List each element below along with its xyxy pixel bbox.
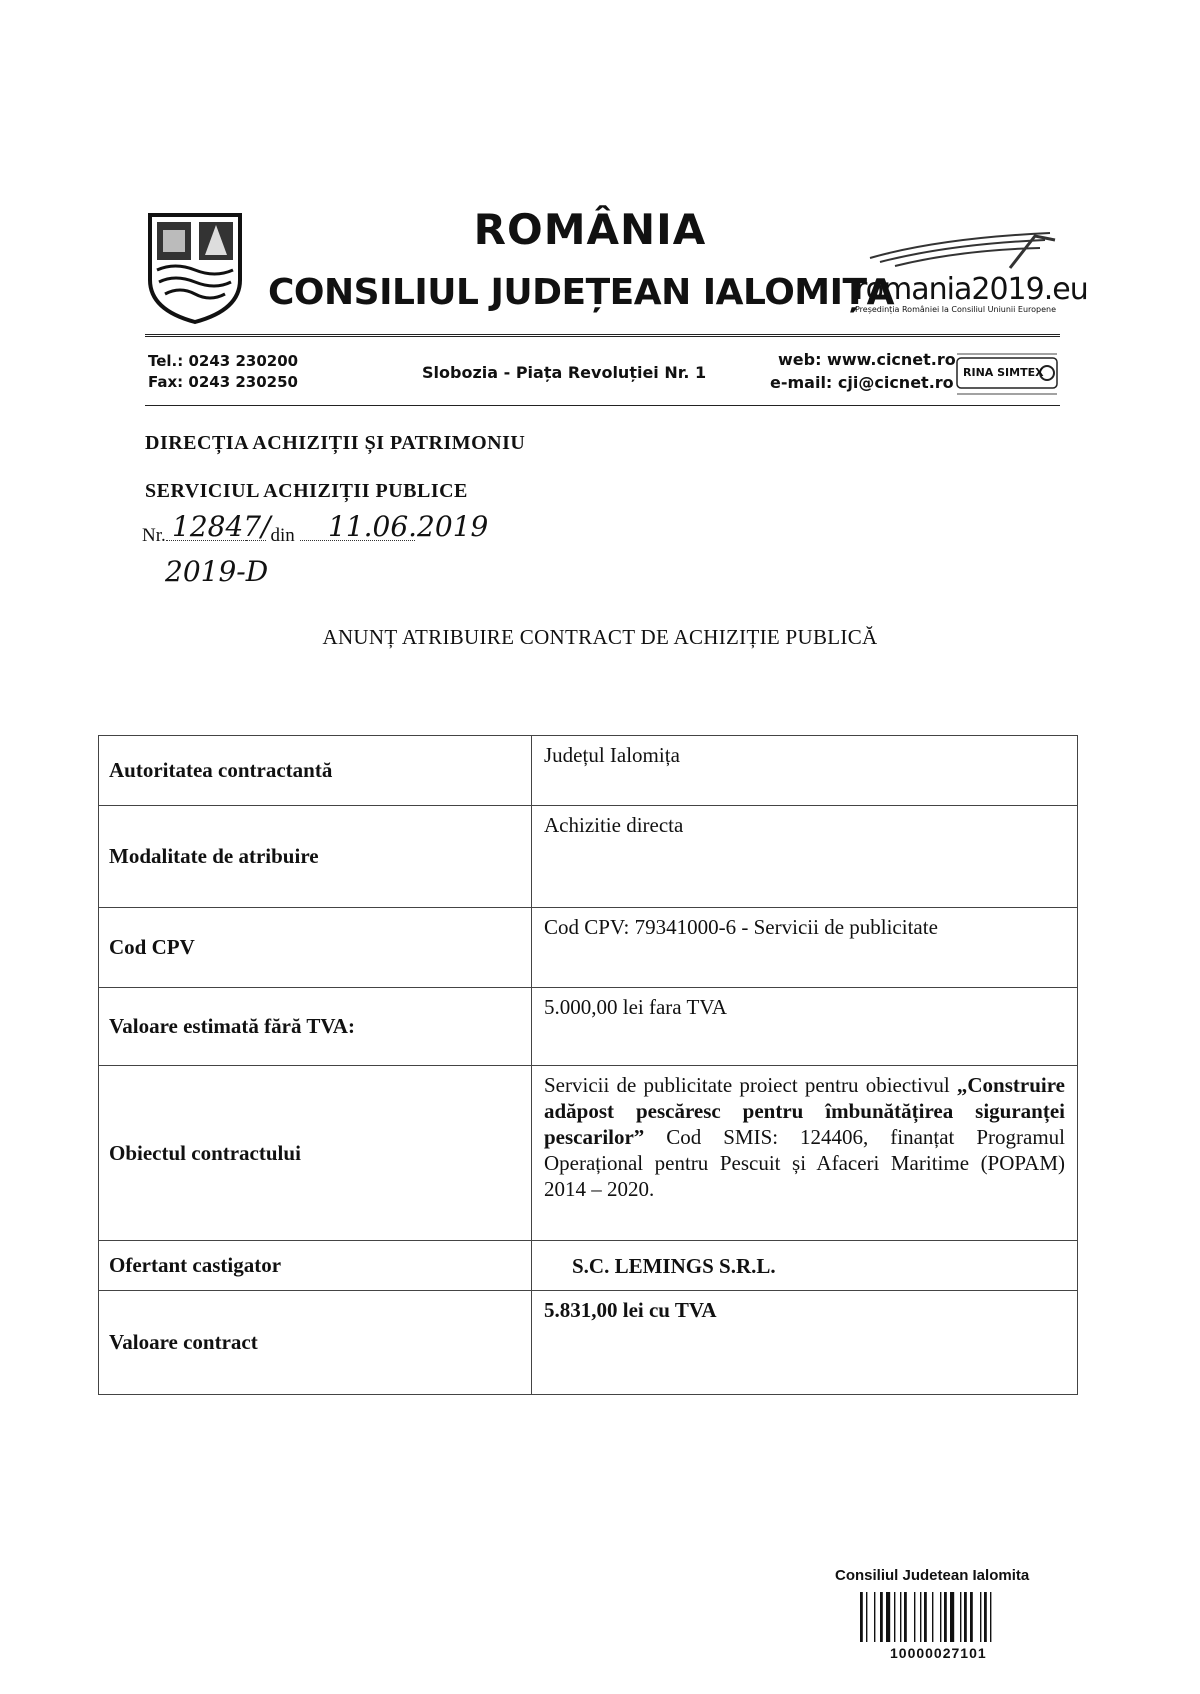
row-value bbox=[532, 1066, 1078, 1241]
contract-info-table bbox=[98, 735, 1078, 1395]
table-row bbox=[99, 1241, 1078, 1291]
contact-fax: Fax: 0243 230250 bbox=[148, 373, 298, 391]
din-label: din bbox=[270, 525, 295, 546]
row-label: Valoare estimată fără TVA: bbox=[99, 988, 532, 1066]
contact-email: e-mail: cji@cicnet.ro bbox=[770, 373, 954, 392]
service-name: SERVICIUL ACHIZIȚII PUBLICE bbox=[145, 480, 468, 502]
country-title: ROMÂNIA bbox=[473, 205, 707, 254]
row-label: Ofertant castigator bbox=[99, 1241, 532, 1291]
row-value-project-name: „Construire adăpost pescăresc pentru îmbunătățirea siguranței pescarilor” bbox=[544, 1073, 1065, 1149]
table-row bbox=[99, 806, 1078, 908]
certification-logo-text: RINA SIMTEX bbox=[963, 366, 1044, 379]
contact-divider bbox=[145, 405, 1060, 406]
table-row bbox=[99, 908, 1078, 988]
row-label: Obiectul contractului bbox=[99, 1066, 532, 1241]
handwritten-registration-number: 12847/ bbox=[172, 510, 271, 543]
romania2019-logo-text: romania2019.eu bbox=[855, 272, 1088, 307]
county-coat-of-arms-icon bbox=[145, 210, 245, 325]
row-label: Modalitate de atribuire bbox=[99, 806, 532, 908]
row-value: 5.000,00 lei fara TVA bbox=[532, 988, 1078, 1066]
contact-address: Slobozia - Piața Revoluției Nr. 1 bbox=[422, 363, 707, 382]
header-divider bbox=[145, 334, 1060, 337]
nr-label: Nr. bbox=[142, 525, 166, 546]
row-label: Valoare contract bbox=[99, 1291, 532, 1395]
institution-title: CONSILIUL JUDEȚEAN IALOMIȚA bbox=[268, 272, 894, 313]
table-row bbox=[99, 988, 1078, 1066]
row-value: 5.831,00 lei cu TVA bbox=[532, 1291, 1078, 1395]
row-value: Județul Ialomița bbox=[532, 736, 1078, 806]
row-value-suffix: Cod SMIS: 124406, finanțat Programul Operațional pentru Pescuit și Afaceri Maritime (POPAM) 2014 – 2020. bbox=[544, 1125, 1065, 1201]
row-value: Achizitie directa bbox=[532, 806, 1078, 908]
romania2019-wave-logo-icon bbox=[860, 228, 1060, 274]
table-row bbox=[99, 1291, 1078, 1395]
barcode-title: Consiliul Judetean Ialomita bbox=[835, 1567, 1030, 1584]
table-row bbox=[99, 736, 1078, 806]
row-label: Autoritatea contractantă bbox=[99, 736, 532, 806]
barcode-icon bbox=[860, 1592, 1025, 1642]
document-title: ANUNȚ ATRIBUIRE CONTRACT DE ACHIZIȚIE PUBLICĂ bbox=[322, 625, 878, 649]
row-label: Cod CPV bbox=[99, 908, 532, 988]
romania2019-tagline: Președinția României la Consiliul Uniunii Europene bbox=[855, 305, 1057, 314]
row-value: S.C. LEMINGS S.R.L. bbox=[532, 1241, 1078, 1291]
direction-name: DIRECȚIA ACHIZIȚII ȘI PATRIMONIU bbox=[145, 432, 526, 454]
contact-web: web: www.cicnet.ro bbox=[778, 350, 956, 369]
handwritten-registration-date: 11.06.2019 bbox=[328, 510, 489, 543]
contact-tel: Tel.: 0243 230200 bbox=[148, 352, 299, 370]
handwritten-registration-suffix: 2019-D bbox=[165, 555, 269, 588]
certification-logo bbox=[955, 350, 1060, 400]
row-value-prefix: Servicii de publicitate proiect pentru obiectivul bbox=[544, 1073, 957, 1097]
barcode-number: 10000027101 bbox=[890, 1645, 987, 1661]
table-row bbox=[99, 1066, 1078, 1241]
row-value: Cod CPV: 79341000-6 - Servicii de publicitate bbox=[532, 908, 1078, 988]
